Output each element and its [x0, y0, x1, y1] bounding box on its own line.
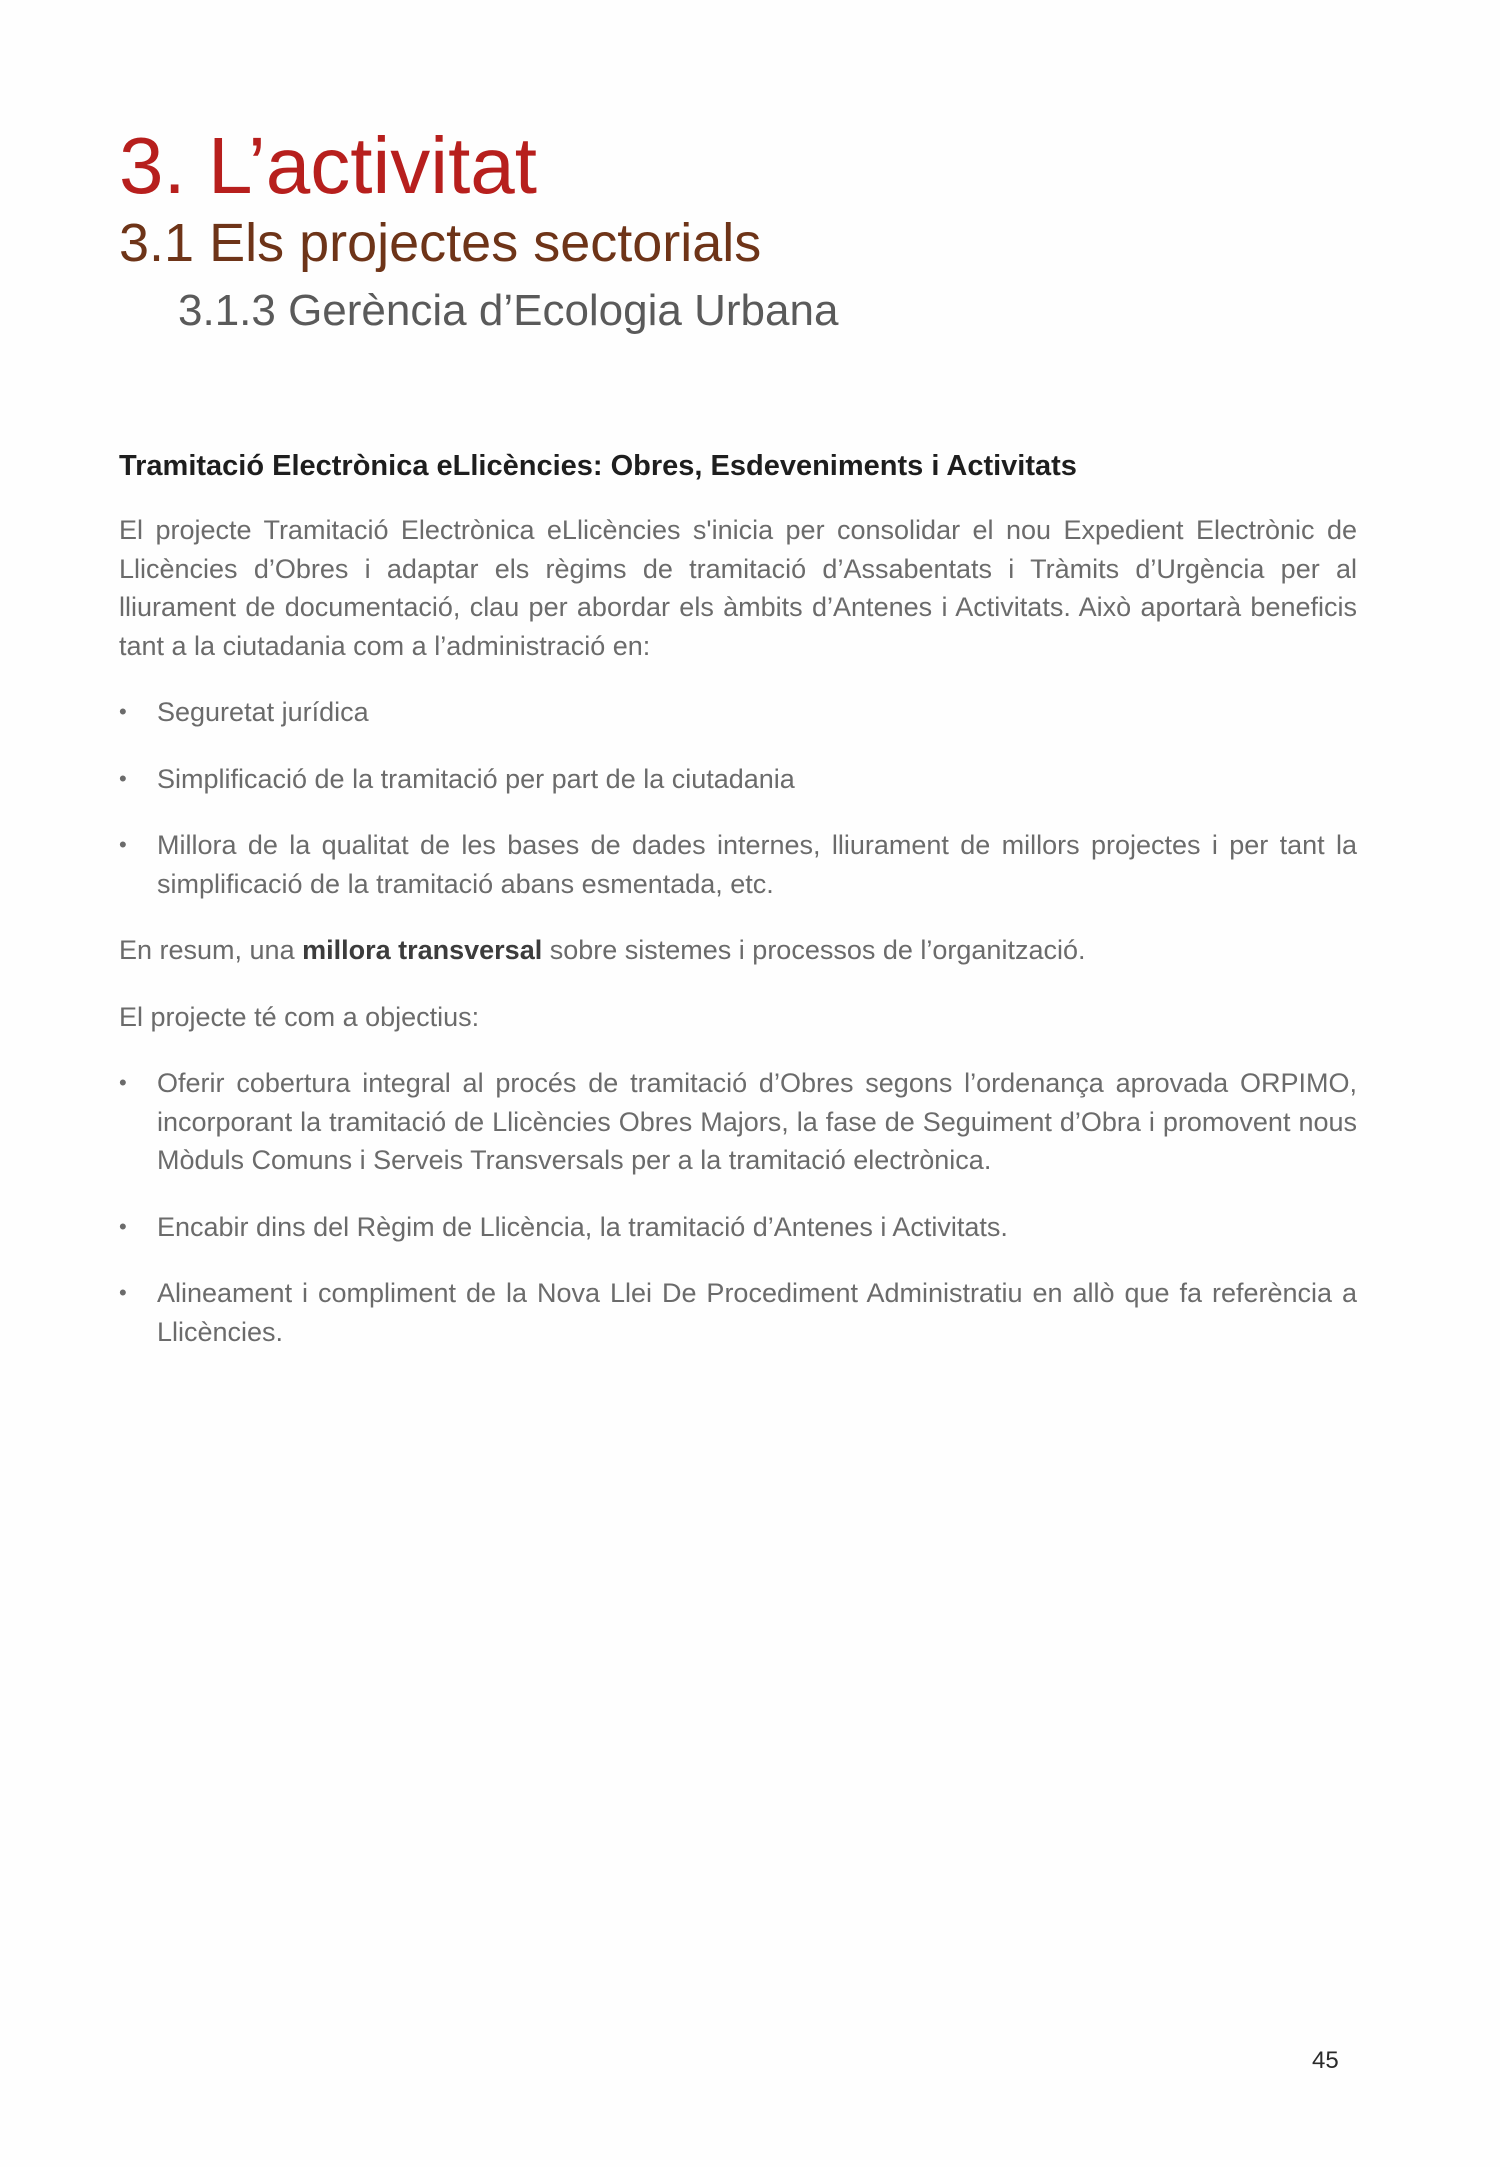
list-item [119, 1274, 1357, 1351]
bullet-icon: • [119, 699, 127, 724]
project-title: Tramitació Electrònica eLlicències: Obres, Esdeveniments i Activitats [119, 450, 1077, 482]
chapter-heading: 3. L’activitat [119, 121, 538, 210]
bullet-icon: • [119, 1280, 127, 1305]
bullet-icon: • [119, 832, 127, 857]
bullet-icon: • [119, 1213, 127, 1239]
page-number: 45 [1312, 2047, 1339, 2074]
list-item [119, 1064, 1357, 1180]
summary-paragraph [119, 931, 1357, 970]
list-item [119, 693, 1357, 732]
list-item-text: Oferir cobertura integral al procés de tramitació d’Obres segons l’ordenança aprovada ORPIMO, incorporant la tramitació de Llicències Obres Majors, la fase de Seguiment d’Obra i promovent nous Mòduls Comuns i Serveis Transversals per a la tramitació electrònica. [157, 1068, 1357, 1175]
list-item [119, 826, 1357, 903]
summary-text-before: En resum, una [119, 935, 303, 965]
list-item-text: Alineament i compliment de la Nova Llei De Procediment Administratiu en allò que fa referència a Llicències. [157, 1278, 1357, 1347]
bullet-icon: • [119, 1070, 127, 1095]
section-heading: 3.1 Els projectes sectorials [119, 213, 762, 273]
benefits-list [119, 693, 1357, 903]
list-item-text: Encabir dins del Règim de Llicència, la tramitació d’Antenes i Activitats. [157, 1211, 1008, 1242]
subsection-heading: 3.1.3 Gerència d’Ecologia Urbana [178, 286, 839, 335]
summary-text-after: sobre sistemes i processos de l’organització. [542, 935, 1086, 965]
bullet-icon: • [119, 765, 127, 791]
intro-paragraph: El projecte Tramitació Electrònica eLlicències s'inicia per consolidar el nou Expedient Electrònic de Llicències d’Obres i adaptar els règims de tramitació d’Assabentats i Tràmits d’Urgència per al lliurament de documentació, clau per abordar els àmbits d’Antenes i Activitats. Això aportarà beneficis tant a la ciutadania com a l’administració en: [119, 515, 1357, 661]
list-item-text: Simplificació de la tramitació per part de la ciutadania [157, 763, 795, 794]
summary-emphasis: millora transversal [302, 935, 543, 965]
list-item [119, 1208, 1357, 1247]
objectives-list [119, 1064, 1357, 1351]
body-content [119, 447, 1357, 1379]
list-item-text: Seguretat jurídica [157, 697, 369, 727]
list-item-text: Millora de la qualitat de les bases de dades internes, lliurament de millors projectes i per tant la simplificació de la tramitació abans esmentada, etc. [157, 830, 1357, 899]
objectives-intro: El projecte té com a objectius: [119, 1001, 480, 1032]
list-item [119, 760, 1357, 799]
